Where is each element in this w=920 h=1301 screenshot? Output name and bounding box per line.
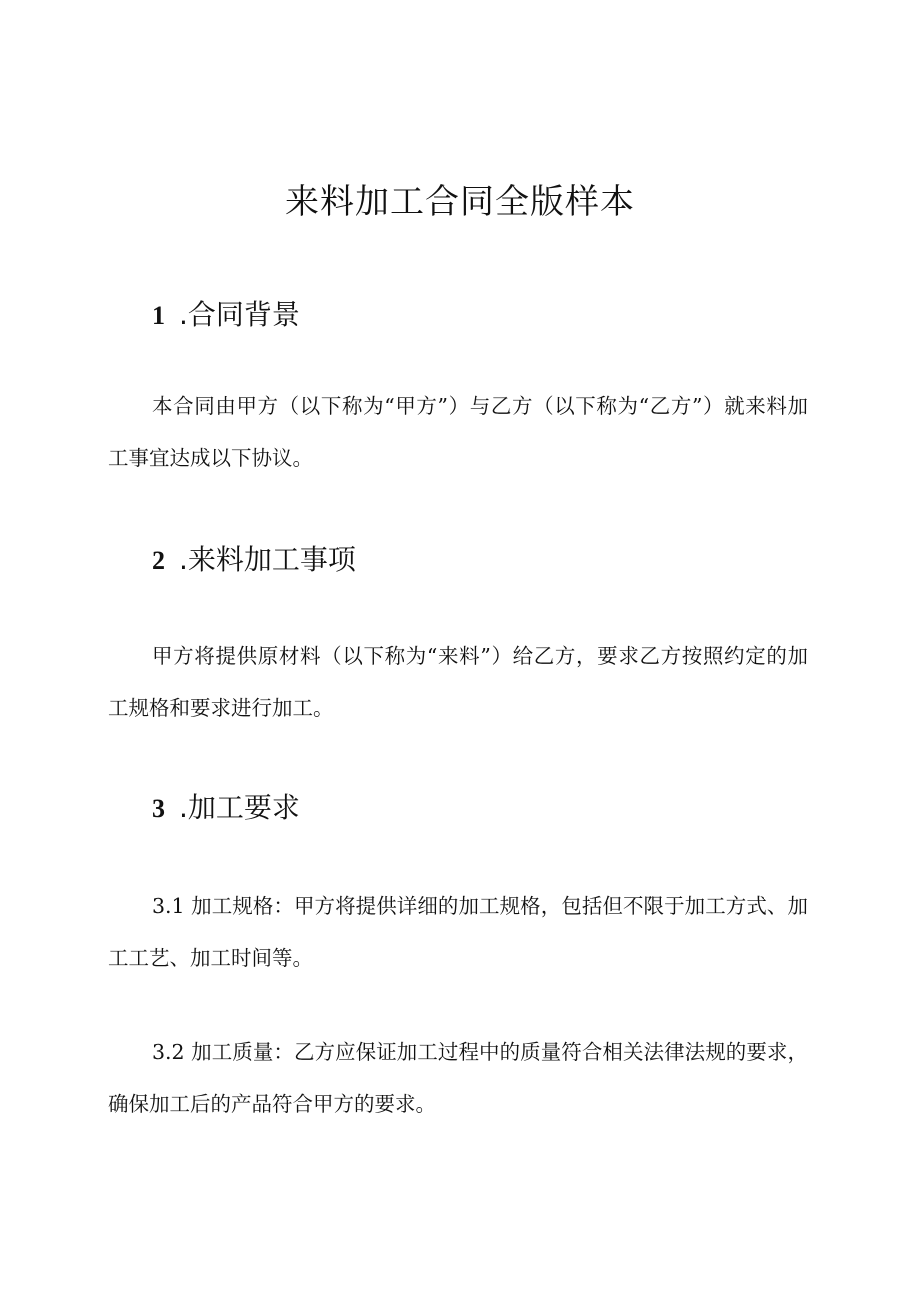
section-1-paragraph-1: 本合同由甲方（以下称为“甲方”）与乙方（以下称为“乙方”）就来料加工事宜达成以下协议。	[108, 394, 808, 470]
section-number: 2	[152, 546, 165, 575]
section-title: .来料加工事项	[179, 543, 356, 576]
section-number: 1	[152, 301, 165, 330]
section-2-paragraph-1: 甲方将提供原材料（以下称为“来料”）给乙方，要求乙方按照约定的加工规格和要求进行加工。	[108, 644, 808, 720]
section-3-paragraph-1: 3.1 加工规格：甲方将提供详细的加工规格，包括但不限于加工方式、加工工艺、加工时间等。	[108, 894, 808, 970]
document-title: 来料加工合同全版样本	[285, 182, 635, 222]
section-title: .加工要求	[179, 791, 300, 824]
section-heading-3	[152, 788, 300, 829]
section-title: .合同背景	[179, 298, 300, 331]
section-number: 3	[152, 794, 165, 823]
section-heading-2	[152, 540, 356, 581]
section-3-paragraph-2: 3.2 加工质量：乙方应保证加工过程中的质量符合相关法律法规的要求，确保加工后的产品符合甲方的要求。	[108, 1040, 808, 1116]
section-heading-1	[152, 295, 300, 336]
